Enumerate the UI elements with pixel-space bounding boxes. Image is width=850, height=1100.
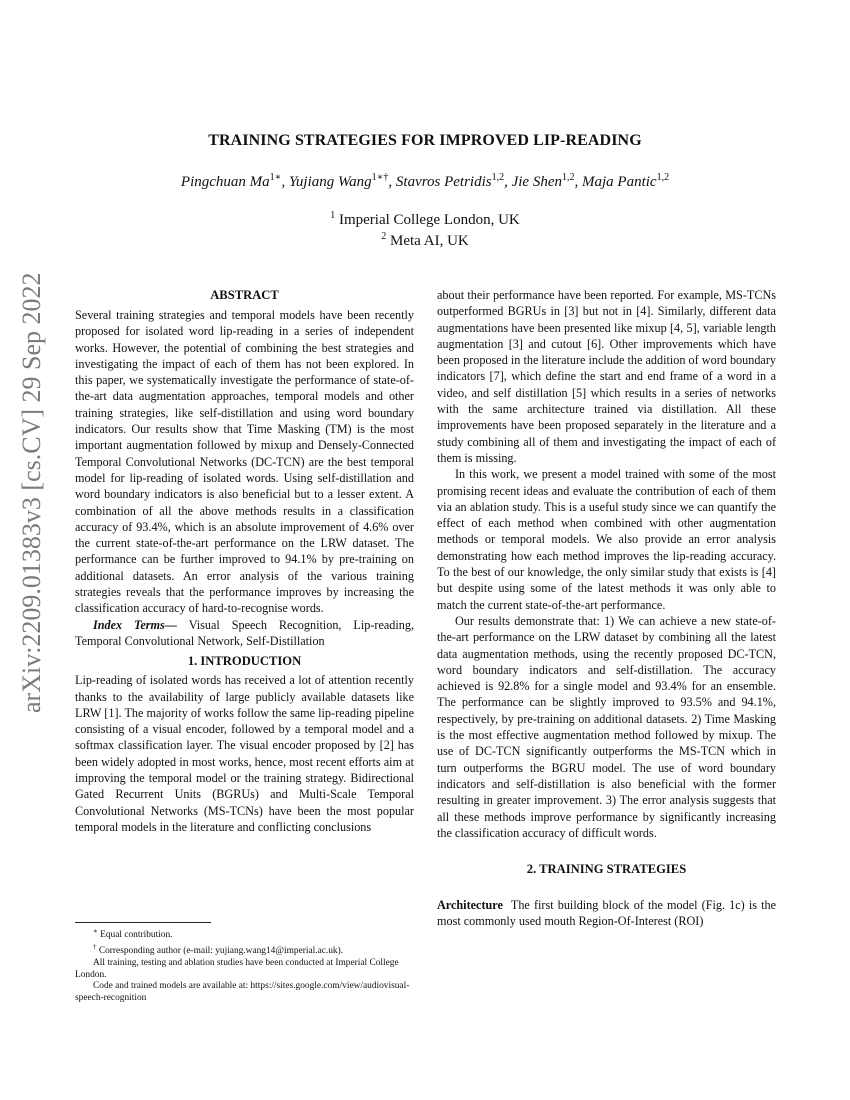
abstract-heading: ABSTRACT	[210, 288, 279, 302]
footnote	[75, 958, 414, 982]
affiliation-mark: 2	[381, 231, 387, 242]
paper-title: TRAINING STRATEGIES FOR IMPROVED LIP-READING	[208, 132, 642, 149]
architecture-paragraph	[437, 897, 776, 930]
body-paragraph: about their performance have been reported. For example, MS-TCNs outperformed BGRUs in [3] but not in [4]. Similarly, different data augmentations have been presented like mixup [4, 5], variable length augmentation [3] and cutout [6]. Other improvements which have been proposed in the literature include the addition of word boundary indicators [7], which define the start and end frame of a word in a video, and self distillation [5] which results in a series of networks with the same architecture trained via distillation. All these improvements have been proposed separately in the literature and a study combining all of them and investigating the impact of each of them is missing.	[437, 288, 776, 465]
arxiv-identifier-stamp: arXiv:2209.01383v3 [cs.CV] 29 Sep 2022	[17, 272, 46, 713]
architecture-text: The first building block of the model (Fig. 1c) is the most commonly used mouth Region-Of-Interest (ROI)	[437, 898, 776, 929]
author-name: Pingchuan Ma	[180, 174, 270, 190]
footnote-mark: ∗	[93, 927, 98, 935]
affiliation-name: Meta AI, UK	[390, 233, 469, 249]
index-terms-label: Index Terms—	[93, 617, 177, 632]
footnote-text: Corresponding author (e-mail: yujiang.wang14@imperial.ac.uk).	[98, 946, 344, 957]
author-list: Pingchuan $Ma^{1∗}$, Yujiang Wang$^{1∗\dagger}$, Stavros Petridis$^{1,2}$, Jie Shen$^{1,2}$, Maja Pantic$^{1,2}$	[180, 172, 670, 190]
affiliation-mark: 1	[330, 210, 336, 221]
footnote-mark: †	[93, 942, 97, 951]
paragraph-run-in-heading: Architecture	[437, 898, 503, 913]
body-paragraph: In this work, we present a model trained with some of the most promising recent ideas and evaluate the contribution of each of them via an ablation study. This is a useful study since we can quantify the effect of each method when combined with other augmentation methods or temporal models. We also provide an error analysis demonstrating how each method improves the lip-reading accuracy. To the best of our knowledge, the only similar study that exists is [4] but despite using some of the latest methods it was only able to match the current state-of-the-art performance.	[437, 467, 776, 612]
author-affil-mark: 1,2	[562, 172, 575, 183]
introduction-paragraph: Lip-reading of isolated words has received a lot of attention recently thanks to the availability of large publicly available datasets like LRW [1]. The majority of works follow the same lip-reading pipeline consisting of a visual encoder, followed by a temporal model and a softmax classification layer. The visual encoder proposed by [2] has been widely adopted in most works, hence, most recent efforts aim at improving the temporal model or the training strategy. Bidirectional Gated Recurrent Units (BGRUs) and Multi-Scale Temporal Convolutional Networks (MS-TCNs) have been the most popular temporal models in the literature and conflicting conclusions	[75, 673, 414, 834]
footnote-text: Equal contribution.	[100, 930, 173, 941]
affiliation	[0, 210, 850, 229]
author-affil-mark: 1∗	[269, 172, 282, 183]
footnote-text: Code and trained models are available at: https://sites.google.com/view/audiovisual-speech-recognition	[75, 981, 410, 1004]
footnotes	[75, 926, 414, 1005]
affiliation-name: Imperial College London, UK	[338, 212, 520, 228]
section-heading-training-strategies: 2. TRAINING STRATEGIES	[526, 862, 687, 877]
author-name: Maja Pantic	[582, 174, 657, 190]
body-paragraph: Our results demonstrate that: 1) We can achieve a new state-of-the-art performance on the LRW dataset by combining all the latest data augmentation methods, using the recently proposed DC-TCN, word boundary indicators and self-distillation. The accuracy achieved is 92.8% for a single model and 93.4% for an ensemble. The performance can be slightly improved to 93.5% and 94.1%, respectively, by pre-training on additional datasets. 2) Time Masking is the most effective augmentation method followed by mixup. The use of DC-TCN significantly outperforms the MS-TCN which in turn outperforms the BGRU model. The use of word boundary indicators and self-distillation is also beneficial with the former resulting in greater improvement. 3) The error analysis suggests that all these methods improve performance by significantly increasing the classification accuracy of difficult words.	[437, 613, 776, 840]
left-column	[75, 287, 414, 835]
footnote-text: All training, testing and ablation studies have been conducted at Imperial College London.	[75, 957, 399, 980]
author-name: Stavros Petridis	[395, 174, 492, 190]
index-terms-text: Visual Speech Recognition, Lip-reading, Temporal Convolutional Network, Self-Distillation	[75, 617, 414, 648]
author-name: Yujiang Wang	[288, 174, 372, 190]
footnote	[75, 926, 414, 942]
right-column	[437, 287, 776, 930]
footnote	[75, 981, 414, 1005]
footnote-divider	[75, 922, 211, 923]
author-affil-mark: 1,2	[491, 172, 505, 183]
section-heading-introduction: 1. INTRODUCTION	[187, 654, 302, 669]
author-name: Jie Shen	[511, 174, 562, 190]
abstract-text: Several training strategies and temporal models have been recently proposed for isolated word lip-reading in a series of independent works. However, the potential of combining the best strategies and investigating the impact of each of them has not been explored. In this paper, we systematically investigate the performance of state-of-the-art data augmentation approaches, temporal models and other training strategies, like self-distillation and using word boundary indicators. Our results show that Time Masking (TM) is the most important augmentation followed by mixup and Densely-Connected Temporal Convolutional Networks (DC-TCN) are the best temporal model for lip-reading of isolated words. Using self-distillation and word boundary indicators is also beneficial but to a lesser extent. A combination of all the above methods results in a classification accuracy of 93.4%, which is an absolute improvement of 4.6% over the current state-of-the-art performance on the LRW dataset. The performance can be further improved to 94.1% by pre-training on additional datasets. An error analysis of the various training strategies reveals that the performance improves by increasing the classification accuracy of hard-to-recognise words.	[75, 308, 414, 616]
affiliation	[0, 231, 850, 250]
author-affil-mark: 1,2	[656, 172, 670, 183]
footnote	[75, 942, 414, 958]
index-terms	[75, 617, 414, 650]
author-affil-mark: 1∗†	[371, 172, 389, 183]
